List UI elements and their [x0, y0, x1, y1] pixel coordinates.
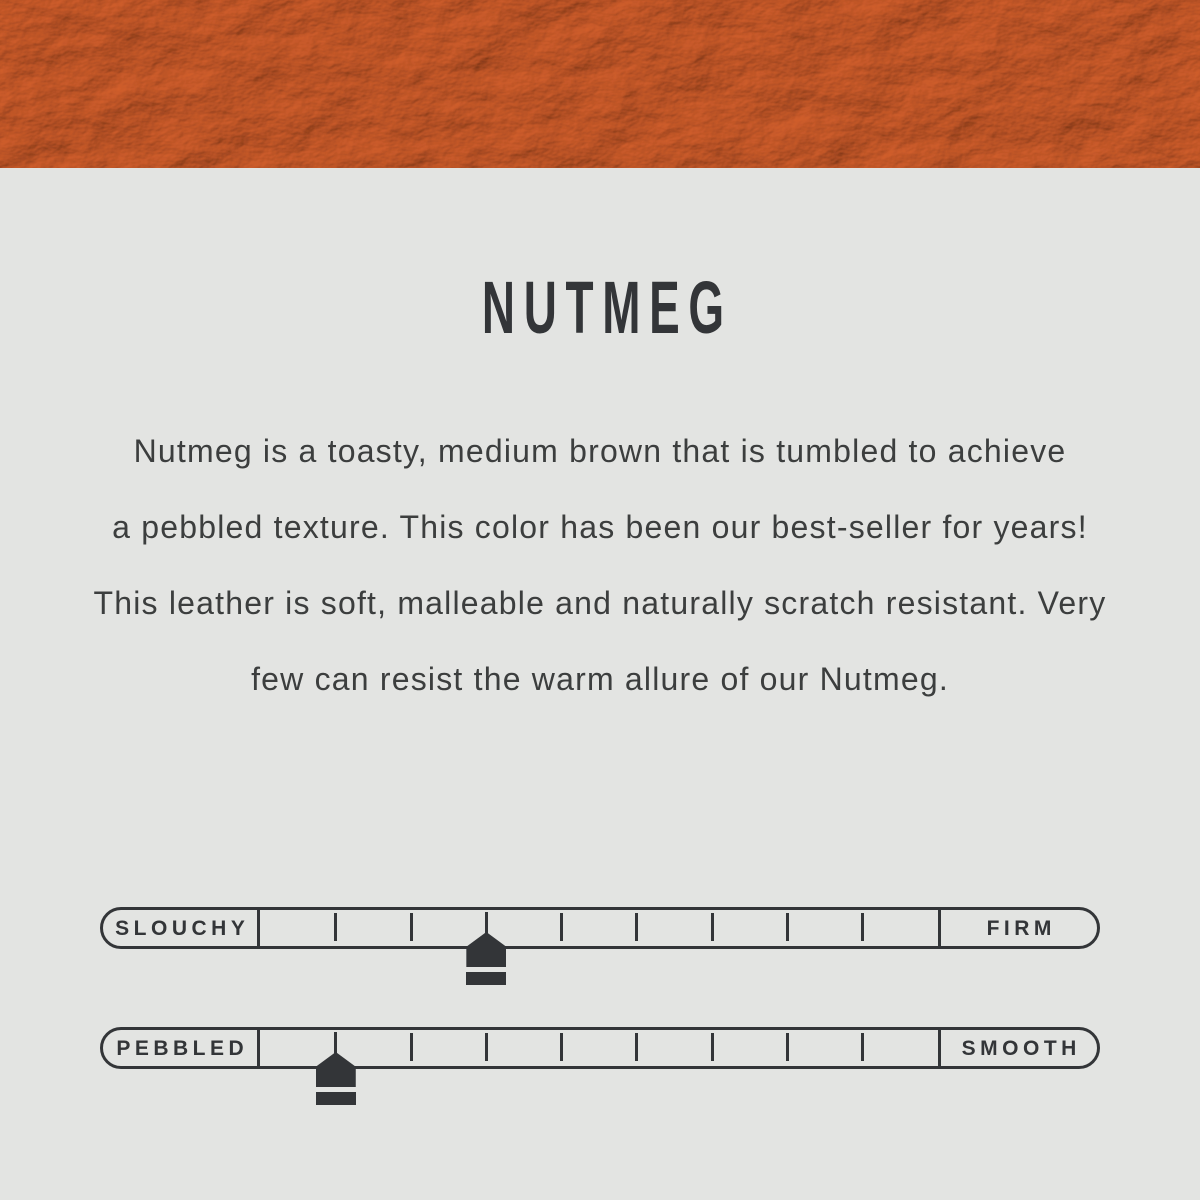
scale-left-label: PEBBLED [103, 1030, 260, 1066]
pebbled-smooth-scale [100, 1027, 1100, 1069]
scale-tick [334, 913, 337, 941]
scale-tick [861, 913, 864, 941]
page-title-text: NUTMEG [481, 266, 733, 349]
scale-tick [711, 913, 714, 941]
leather-texture-banner [0, 0, 1200, 168]
scale-marker-icon [316, 1032, 356, 1105]
description-line: few can resist the warm allure of our Nutmeg. [251, 661, 949, 697]
scale-tick [410, 913, 413, 941]
marker-pointer [466, 932, 506, 967]
scale-tick [635, 913, 638, 941]
scale-tick [410, 1033, 413, 1061]
scale-tick [786, 913, 789, 941]
scale-tick [861, 1033, 864, 1061]
scale-marker-icon [466, 912, 506, 985]
scale-right-label: FIRM [938, 910, 1097, 946]
marker-base-bar [466, 972, 506, 985]
scale-left-label: SLOUCHY [103, 910, 260, 946]
marker-stem [485, 912, 488, 932]
scale-right-label: SMOOTH [938, 1030, 1097, 1066]
description-line: This leather is soft, malleable and naturally scratch resistant. Very [93, 585, 1107, 621]
scale-tick [560, 1033, 563, 1061]
scale-tick [635, 1033, 638, 1061]
description-line: Nutmeg is a toasty, medium brown that is tumbled to achieve [133, 433, 1067, 469]
scale-tick [786, 1033, 789, 1061]
description-line: a pebbled texture. This color has been our best-seller for years! [112, 509, 1088, 545]
marker-pointer [316, 1052, 356, 1087]
marker-stem [334, 1032, 337, 1052]
attribute-scales [100, 907, 1100, 1069]
scale-tick [560, 913, 563, 941]
scale-tick [485, 1033, 488, 1061]
page-title [0, 168, 1200, 349]
slouchy-firm-scale [100, 907, 1100, 949]
scale-tick [711, 1033, 714, 1061]
marker-base-bar [316, 1092, 356, 1105]
description [0, 413, 1200, 717]
